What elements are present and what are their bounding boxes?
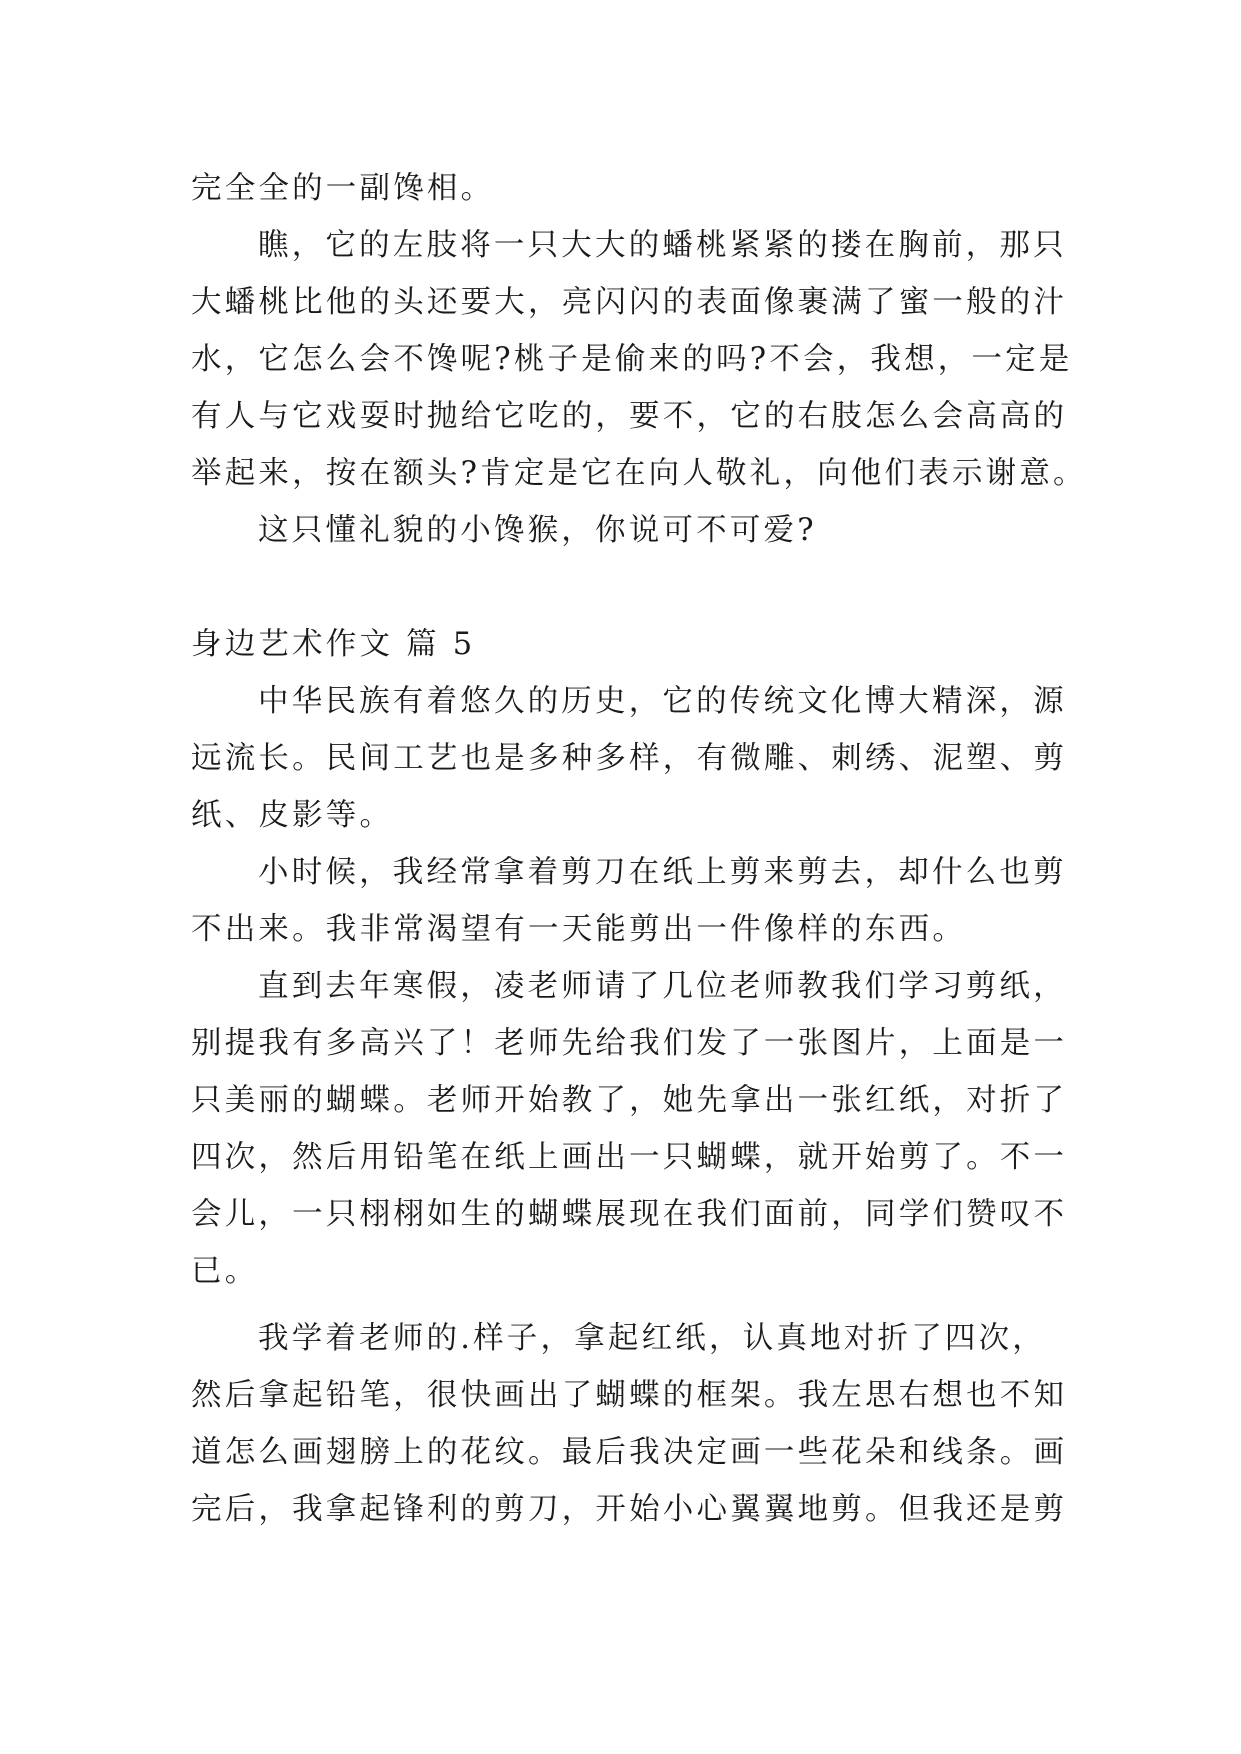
text-line: 直到去年寒假，凌老师请了几位老师教我们学习剪纸，	[258, 969, 1067, 1004]
text-line: 别提我有多高兴了！老师先给我们发了一张图片，上面是一	[191, 1026, 1068, 1061]
text-line: 小时候，我经常拿着剪刀在纸上剪来剪去，却什么也剪	[258, 855, 1067, 890]
section-title-text: 身边艺术作文 篇 5	[191, 627, 476, 662]
text-line: 中华民族有着悠久的历史，它的传统文化博大精深，源	[258, 684, 1067, 719]
text-line: 只美丽的蝴蝶。老师开始教了，她先拿出一张红纸，对折了	[191, 1083, 1068, 1118]
text-line: 会儿，一只栩栩如生的蝴蝶展现在我们面前，同学们赞叹不	[191, 1197, 1068, 1232]
paragraph	[191, 958, 1071, 1300]
text-line: 远流长。民间工艺也是多种多样，有微雕、刺绣、泥塑、剪	[191, 741, 1068, 776]
text-line: 完后，我拿起锋利的剪刀，开始小心翼翼地剪。但我还是剪	[191, 1492, 1068, 1527]
text-line: 不出来。我非常渴望有一天能剪出一件像样的东西。	[191, 912, 967, 947]
paragraph	[191, 673, 1071, 844]
document-body	[191, 160, 1087, 1538]
text-line: 水，它怎么会不馋呢?桃子是偷来的吗?不会，我想，一定是	[191, 342, 1073, 377]
text-line: 完全全的一副馋相。	[191, 171, 495, 206]
text-line: 四次，然后用铅笔在纸上画出一只蝴蝶，就开始剪了。不一	[191, 1140, 1068, 1175]
text-line: 我学着老师的.样子，拿起红纸，认真地对折了四次，	[258, 1321, 1046, 1356]
text-line: 已。	[191, 1254, 259, 1289]
text-line: 有人与它戏耍时抛给它吃的，要不，它的右肢怎么会高高的	[191, 399, 1068, 434]
section-title	[191, 616, 1071, 673]
text-line: 大蟠桃比他的头还要大，亮闪闪的表面像裹满了蜜一般的汁	[191, 285, 1068, 320]
paragraph	[191, 217, 1087, 502]
text-line: 举起来，按在额头?肯定是它在向人敬礼，向他们表示谢意。	[191, 456, 1087, 491]
text-line: 然后拿起铅笔，很快画出了蝴蝶的框架。我左思右想也不知	[191, 1378, 1068, 1413]
text-line: 道怎么画翅膀上的花纹。最后我决定画一些花朵和线条。画	[191, 1435, 1068, 1470]
paragraph	[191, 844, 1071, 958]
text-line: 纸、皮影等。	[191, 798, 394, 833]
text-line: 瞧，它的左肢将一只大大的蟠桃紧紧的搂在胸前，那只	[258, 228, 1067, 263]
text-line: 这只懂礼貌的小馋猴，你说可不可爱?	[258, 513, 817, 548]
section-spacer	[191, 559, 1071, 616]
paragraph	[191, 1310, 1071, 1538]
paragraph	[191, 502, 1071, 559]
paragraph	[191, 160, 1071, 217]
